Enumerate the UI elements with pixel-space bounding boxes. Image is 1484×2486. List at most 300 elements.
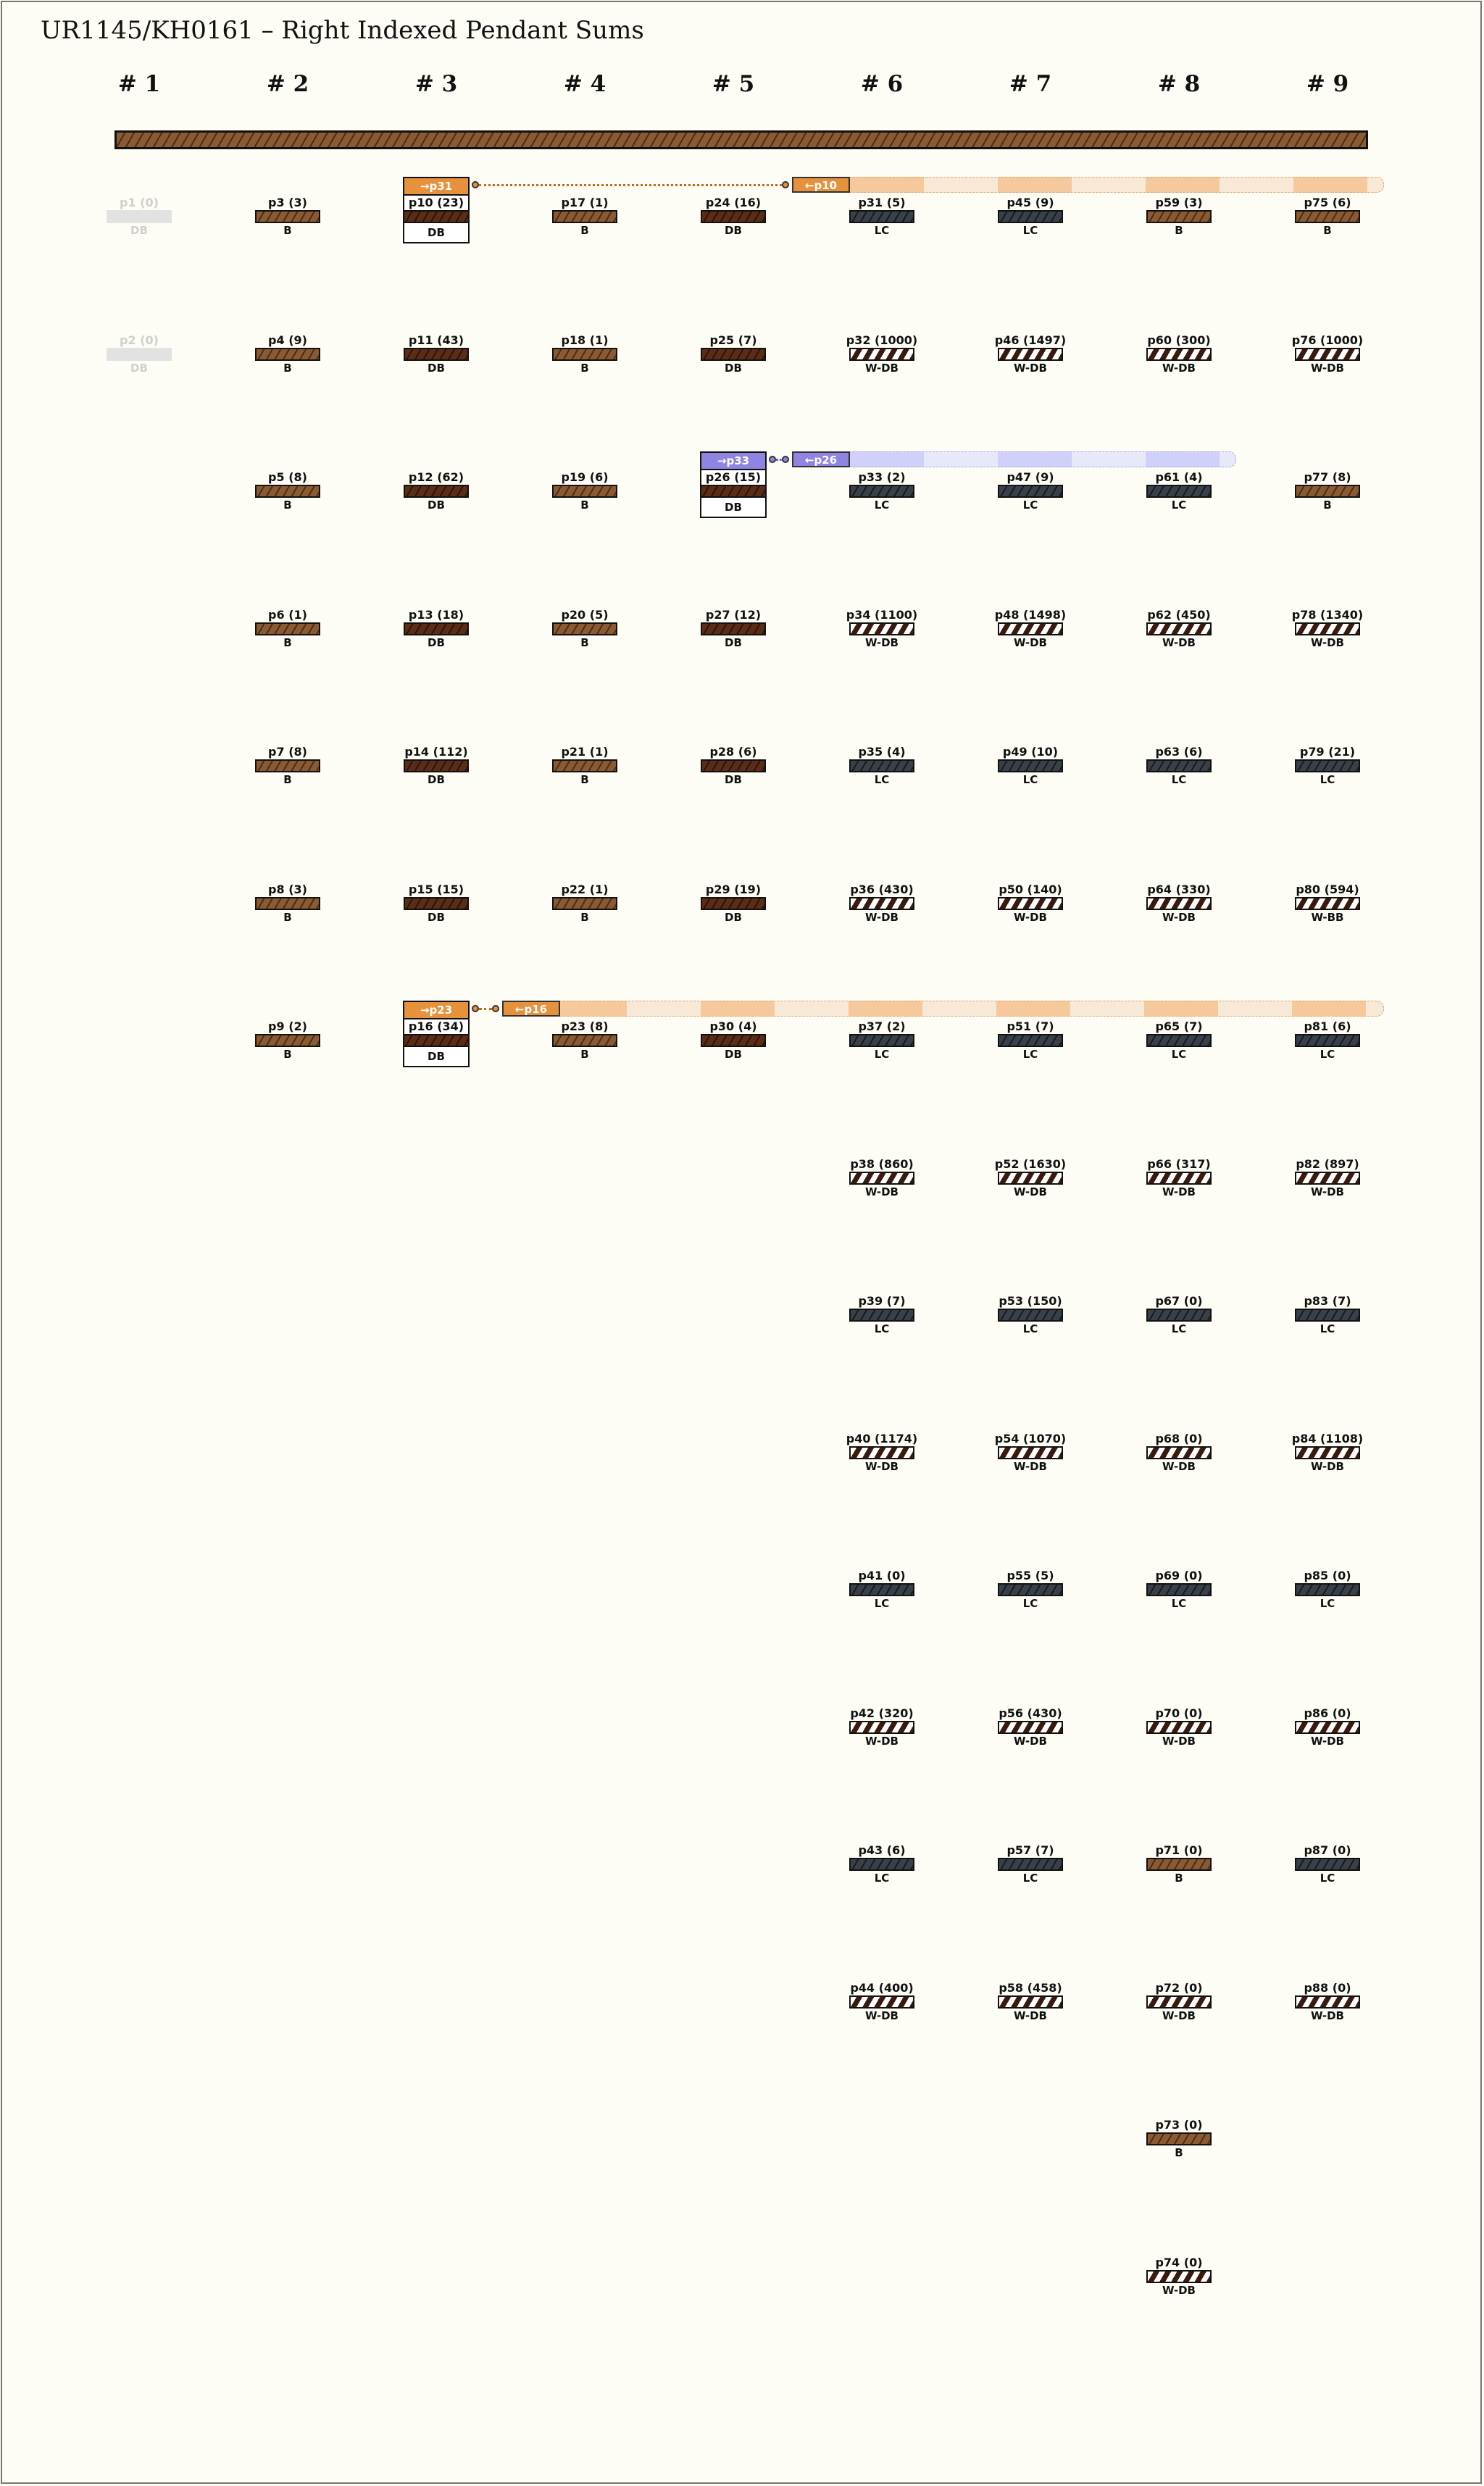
cord-type: W-DB xyxy=(1162,1185,1196,1198)
cord-type: DB xyxy=(428,910,445,924)
cord-type: B xyxy=(580,224,589,237)
cord-bar xyxy=(1295,1446,1360,1459)
cord-label: p49 (10) xyxy=(1002,745,1059,759)
cord-bar xyxy=(849,759,914,772)
pendant-cord[interactable] xyxy=(251,608,324,650)
cord-type: W-DB xyxy=(1162,910,1196,924)
link-node xyxy=(769,456,776,463)
pendant-cord[interactable] xyxy=(251,745,324,787)
pendant-cord[interactable] xyxy=(1143,883,1215,925)
cord-type: LC xyxy=(874,1597,890,1610)
cord-label: p34 (1100) xyxy=(846,607,918,622)
cord-bar xyxy=(849,210,914,223)
cord-label: p13 (18) xyxy=(408,607,464,622)
cord-label: p29 (19) xyxy=(705,882,762,896)
cord-label: p28 (6) xyxy=(709,745,757,759)
pendant-cord[interactable] xyxy=(1143,2118,1215,2160)
cord-label: p30 (4) xyxy=(709,1019,757,1033)
cord-bar xyxy=(998,1858,1063,1871)
cord-type: LC xyxy=(1171,773,1187,786)
cord-label: p27 (12) xyxy=(705,607,762,622)
pendant-cord[interactable] xyxy=(994,608,1067,650)
cord-label: p3 (3) xyxy=(268,196,307,209)
cord-type: LC xyxy=(874,224,890,237)
cord-label: p14 (112) xyxy=(404,745,468,759)
cord-type: LC xyxy=(1320,1322,1335,1335)
cord-bar xyxy=(998,897,1063,910)
cord-label: p1 (0) xyxy=(120,196,159,209)
cord-label: p9 (2) xyxy=(268,1019,307,1033)
cord-bar xyxy=(701,348,766,361)
cord-bar xyxy=(1146,2270,1212,2283)
cord-label: p6 (1) xyxy=(268,607,307,622)
cord-bar xyxy=(998,210,1063,223)
pendant-cord[interactable] xyxy=(1143,1981,1215,2023)
link-node xyxy=(782,181,789,188)
cord-label: p41 (0) xyxy=(858,1569,906,1582)
pendant-cord[interactable] xyxy=(1143,196,1215,238)
pendant-cord[interactable] xyxy=(846,1981,918,2023)
cord-bar xyxy=(998,622,1063,635)
pendant-cord[interactable] xyxy=(103,333,175,375)
cord-label: p80 (594) xyxy=(1296,882,1359,896)
cord-label: p4 (9) xyxy=(268,333,307,347)
cord-bar xyxy=(1295,897,1360,910)
cord-bar xyxy=(404,759,469,772)
cord-bar xyxy=(849,1995,914,2009)
cord-label: p42 (320) xyxy=(850,1706,914,1720)
link-source-tag: ←p26 xyxy=(792,451,850,467)
cord-type: DB xyxy=(725,635,742,649)
cord-bar xyxy=(1146,622,1212,635)
link-source-tag: ←p16 xyxy=(502,1001,560,1017)
cord-bar xyxy=(998,1309,1063,1322)
cord-label: p84 (1108) xyxy=(1291,1431,1364,1446)
cord-bar xyxy=(404,485,469,498)
link-line xyxy=(479,1008,492,1010)
pendant-cord[interactable] xyxy=(697,196,770,238)
cord-label: p79 (21) xyxy=(1299,745,1356,759)
cord-type: LC xyxy=(1320,773,1335,786)
pendant-cord[interactable] xyxy=(994,1706,1067,1748)
cord-type: W-DB xyxy=(865,910,899,924)
cord-type: B xyxy=(1323,499,1332,512)
pendant-cord[interactable] xyxy=(846,1294,918,1336)
cord-bar xyxy=(1146,1583,1212,1596)
cord-bar xyxy=(255,348,320,361)
cord-label: p76 (1000) xyxy=(1291,333,1364,347)
pendant-cord[interactable] xyxy=(403,177,470,243)
pendant-cord[interactable] xyxy=(1291,333,1364,375)
cord-bar xyxy=(998,759,1063,772)
cord-label: p48 (1498) xyxy=(994,607,1067,622)
pendant-cord[interactable] xyxy=(846,1569,918,1611)
cord-bar xyxy=(404,348,469,361)
cord-bar xyxy=(107,348,172,361)
pendant-cord[interactable] xyxy=(1291,1843,1364,1885)
cord-bar xyxy=(1295,210,1360,223)
link-source-tag: ←p10 xyxy=(792,177,850,193)
cord-label: p5 (8) xyxy=(268,470,307,484)
cord-label: p35 (4) xyxy=(858,745,906,759)
cord-type: B xyxy=(283,635,292,649)
pendant-cord[interactable] xyxy=(994,333,1067,375)
cord-label: p73 (0) xyxy=(1155,2118,1203,2132)
pendant-cord[interactable] xyxy=(846,196,918,238)
cord-type: LC xyxy=(1022,773,1038,786)
column-header: # 8 xyxy=(1157,71,1201,97)
cord-label: p56 (430) xyxy=(999,1706,1062,1720)
cord-label: p69 (0) xyxy=(1155,1569,1203,1582)
pendant-cord[interactable] xyxy=(846,745,918,787)
cord-bar xyxy=(1295,1309,1360,1322)
pendant-cord[interactable] xyxy=(700,451,767,518)
pendant-cord[interactable] xyxy=(697,883,770,925)
cord-bar xyxy=(1295,1583,1360,1596)
column-header: # 7 xyxy=(1009,71,1052,97)
pendant-cord[interactable] xyxy=(1143,470,1215,512)
cord-type: DB xyxy=(428,361,445,375)
cord-type: DB xyxy=(130,224,148,237)
cord-label: p47 (9) xyxy=(1006,470,1054,484)
cord-type: B xyxy=(580,910,589,924)
cord-type: W-DB xyxy=(1014,361,1047,375)
cord-label: p26 (15) xyxy=(705,470,762,484)
cord-bar xyxy=(998,1172,1063,1185)
pendant-cord[interactable] xyxy=(697,1019,770,1061)
pendant-cord[interactable] xyxy=(549,470,621,512)
cord-bar xyxy=(255,485,320,498)
cord-bar xyxy=(404,622,469,635)
cord-label: p74 (0) xyxy=(1155,2255,1203,2269)
cord-label: p23 (8) xyxy=(561,1019,609,1033)
cord-bar xyxy=(998,1034,1063,1047)
pendant-cord[interactable] xyxy=(400,745,472,787)
pendant-cord[interactable] xyxy=(994,1157,1067,1199)
cord-label: p8 (3) xyxy=(268,882,307,896)
cord-label: p61 (4) xyxy=(1155,470,1203,484)
cord-bar xyxy=(701,1034,766,1047)
cord-bar xyxy=(1146,348,1212,361)
cord-bar xyxy=(701,210,766,223)
cord-type: W-DB xyxy=(1311,1459,1344,1473)
cord-bar xyxy=(849,897,914,910)
cord-bar xyxy=(255,759,320,772)
pendant-cord[interactable] xyxy=(994,196,1067,238)
cord-type: W-DB xyxy=(1162,635,1196,649)
cord-bar xyxy=(1146,1034,1212,1047)
pendant-cord[interactable] xyxy=(1291,470,1364,512)
link-target-tag: →p33 xyxy=(701,453,765,470)
cord-type: DB xyxy=(725,501,742,514)
cord-label: p16 (34) xyxy=(408,1019,464,1033)
cord-label: p45 (9) xyxy=(1006,196,1054,209)
cord-label: p43 (6) xyxy=(858,1843,906,1857)
column-header: # 5 xyxy=(712,71,755,97)
cord-bar xyxy=(404,897,469,910)
cord-label: p40 (1174) xyxy=(846,1431,918,1446)
cord-type: B xyxy=(283,499,292,512)
cord-type: DB xyxy=(428,635,445,649)
cord-type: W-DB xyxy=(1311,635,1344,649)
cord-label: p50 (140) xyxy=(999,882,1062,896)
cord-type: DB xyxy=(428,773,445,786)
pendant-cord[interactable] xyxy=(549,1019,621,1061)
pendant-cord[interactable] xyxy=(400,470,472,512)
pendant-cord[interactable] xyxy=(697,333,770,375)
pendant-cord[interactable] xyxy=(251,883,324,925)
pendant-cord[interactable] xyxy=(994,1294,1067,1336)
cord-type: W-DB xyxy=(865,1734,899,1748)
pendant-cord[interactable] xyxy=(1291,1019,1364,1061)
pendant-cord[interactable] xyxy=(1291,1432,1364,1474)
pendant-cord[interactable] xyxy=(1143,1569,1215,1611)
cord-bar xyxy=(552,1034,617,1047)
pendant-cord[interactable] xyxy=(994,1019,1067,1061)
cord-bar xyxy=(849,1583,914,1596)
pendant-cord[interactable] xyxy=(846,1157,918,1199)
cord-type: DB xyxy=(130,361,148,375)
cord-label: p32 (1000) xyxy=(846,333,918,347)
cord-type: LC xyxy=(1171,499,1187,512)
link-node xyxy=(472,181,479,188)
cord-type: LC xyxy=(1022,1048,1038,1061)
cord-type: W-DB xyxy=(1014,910,1047,924)
cord-type: LC xyxy=(874,499,890,512)
cord-type: LC xyxy=(1022,224,1038,237)
cord-bar xyxy=(998,348,1063,361)
cord-label: p31 (5) xyxy=(858,196,906,209)
cord-bar xyxy=(998,485,1063,498)
pendant-cord[interactable] xyxy=(846,1432,918,1474)
cord-type: B xyxy=(283,224,292,237)
cord-label: p44 (400) xyxy=(850,1980,914,1995)
pendant-cord[interactable] xyxy=(846,1706,918,1748)
cord-type: B xyxy=(283,361,292,375)
cord-label: p2 (0) xyxy=(120,333,159,347)
cord-bar xyxy=(255,622,320,635)
cord-label: p77 (8) xyxy=(1304,470,1351,484)
cord-bar xyxy=(1295,485,1360,498)
pendant-cord[interactable] xyxy=(994,883,1067,925)
cord-bar xyxy=(1146,1172,1212,1185)
pendant-cord[interactable] xyxy=(1291,608,1364,650)
pendant-cord[interactable] xyxy=(846,470,918,512)
pendant-cord[interactable] xyxy=(1143,745,1215,787)
pendant-cord[interactable] xyxy=(1291,745,1364,787)
cord-type: DB xyxy=(428,226,445,239)
cord-bar xyxy=(1146,1309,1212,1322)
cord-type: W-DB xyxy=(1162,2283,1196,2297)
pendant-cord[interactable] xyxy=(1143,1843,1215,1885)
pendant-cord[interactable] xyxy=(994,1981,1067,2023)
cord-type: LC xyxy=(1171,1597,1187,1610)
cord-bar xyxy=(552,348,617,361)
cord-type: W-DB xyxy=(1162,1459,1196,1473)
cord-label: p71 (0) xyxy=(1155,1843,1203,1857)
link-line xyxy=(479,184,782,186)
pendant-cord[interactable] xyxy=(1143,1019,1215,1061)
cord-type: DB xyxy=(725,224,742,237)
cord-label: p88 (0) xyxy=(1304,1980,1351,1995)
pendant-cord[interactable] xyxy=(1143,1706,1215,1748)
cord-label: p70 (0) xyxy=(1155,1706,1203,1720)
cord-label: p68 (0) xyxy=(1155,1431,1203,1446)
pendant-cord[interactable] xyxy=(1143,1294,1215,1336)
cord-label: p10 (23) xyxy=(408,196,464,209)
link-band xyxy=(552,1001,1384,1017)
cord-bar xyxy=(701,759,766,772)
cord-bar xyxy=(552,622,617,635)
pendant-cord[interactable] xyxy=(251,196,324,238)
pendant-cord[interactable] xyxy=(549,745,621,787)
cord-label: p38 (860) xyxy=(850,1156,914,1171)
column-header: # 3 xyxy=(414,71,458,97)
column-header: # 4 xyxy=(563,71,606,97)
cord-bar xyxy=(1146,485,1212,498)
pendant-cord[interactable] xyxy=(1291,196,1364,238)
pendant-cord[interactable] xyxy=(1143,2256,1215,2298)
cord-type: W-DB xyxy=(865,361,899,375)
cord-type: DB xyxy=(428,1050,445,1063)
pendant-cord[interactable] xyxy=(846,1019,918,1061)
cord-bar xyxy=(1295,759,1360,772)
cord-bar xyxy=(404,1034,468,1047)
cord-type: W-DB xyxy=(1014,1185,1047,1198)
pendant-cord[interactable] xyxy=(1291,1706,1364,1748)
pendant-cord[interactable] xyxy=(400,333,472,375)
cord-bar xyxy=(998,1446,1063,1459)
cord-label: p62 (450) xyxy=(1147,607,1211,622)
cord-label: p15 (15) xyxy=(408,882,464,896)
cord-bar xyxy=(255,1034,320,1047)
cord-bar xyxy=(1146,1995,1212,2009)
pendant-cord[interactable] xyxy=(251,1019,324,1061)
cord-label: p86 (0) xyxy=(1304,1706,1351,1720)
pendant-cord[interactable] xyxy=(1291,1569,1364,1611)
pendant-cord[interactable] xyxy=(1143,608,1215,650)
pendant-cord[interactable] xyxy=(697,745,770,787)
pendant-cord[interactable] xyxy=(400,608,472,650)
cord-label: p65 (7) xyxy=(1155,1019,1203,1033)
cord-type: LC xyxy=(1022,1597,1038,1610)
cord-type: W-DB xyxy=(1014,635,1047,649)
pendant-cord[interactable] xyxy=(697,608,770,650)
pendant-cord[interactable] xyxy=(994,1843,1067,1885)
cord-label: p67 (0) xyxy=(1155,1294,1203,1308)
cord-bar xyxy=(849,485,914,498)
cord-label: p53 (150) xyxy=(999,1294,1062,1308)
cord-type: DB xyxy=(428,499,445,512)
cord-label: p59 (3) xyxy=(1155,196,1203,209)
pendant-cord[interactable] xyxy=(549,333,621,375)
pendant-cord[interactable] xyxy=(400,883,472,925)
cord-type: W-DB xyxy=(865,1185,899,1198)
pendant-cord[interactable] xyxy=(549,196,621,238)
pendant-cord[interactable] xyxy=(1291,1157,1364,1199)
cord-type: DB xyxy=(725,910,742,924)
cord-type: B xyxy=(580,635,589,649)
cord-type: B xyxy=(1175,1872,1183,1885)
cord-type: LC xyxy=(874,1872,890,1885)
cord-type: LC xyxy=(874,1322,890,1335)
pendant-cord[interactable] xyxy=(846,333,918,375)
link-target-tag: →p31 xyxy=(404,178,468,196)
column-header: # 9 xyxy=(1306,71,1349,97)
cord-bar xyxy=(849,1721,914,1734)
pendant-cord[interactable] xyxy=(251,333,324,375)
cord-type: W-DB xyxy=(1014,2009,1047,2022)
link-node xyxy=(472,1005,479,1012)
cord-bar xyxy=(1295,1034,1360,1047)
cord-type: W-DB xyxy=(1311,1734,1344,1748)
cord-label: p75 (6) xyxy=(1304,196,1351,209)
pendant-cord[interactable] xyxy=(1291,883,1364,925)
cord-label: p25 (7) xyxy=(709,333,757,347)
link-target-tag: →p23 xyxy=(404,1002,468,1019)
cord-label: p7 (8) xyxy=(268,745,307,759)
cord-type: LC xyxy=(1320,1048,1335,1061)
cord-label: p24 (16) xyxy=(705,196,762,209)
cord-bar xyxy=(1146,1858,1212,1871)
cord-bar xyxy=(107,210,172,223)
cord-type: W-DB xyxy=(1162,2009,1196,2022)
link-line xyxy=(776,459,782,461)
pendant-cord[interactable] xyxy=(1143,1157,1215,1199)
pendant-cord[interactable] xyxy=(994,745,1067,787)
pendant-cord[interactable] xyxy=(846,608,918,650)
link-node xyxy=(782,456,789,463)
pendant-cord[interactable] xyxy=(103,196,175,238)
cord-type: W-DB xyxy=(1311,1185,1344,1198)
cord-type: W-DB xyxy=(865,1459,899,1473)
cord-bar xyxy=(1295,622,1360,635)
cord-bar xyxy=(1146,1721,1212,1734)
pendant-cord[interactable] xyxy=(846,1843,918,1885)
cord-bar xyxy=(1146,759,1212,772)
pendant-cord[interactable] xyxy=(994,1432,1067,1474)
pendant-cord[interactable] xyxy=(846,883,918,925)
pendant-cord[interactable] xyxy=(549,608,621,650)
cord-type: LC xyxy=(1171,1322,1187,1335)
cord-label: p37 (2) xyxy=(858,1019,906,1033)
link-band xyxy=(849,177,1384,193)
cord-bar xyxy=(849,1034,914,1047)
cord-bar xyxy=(1295,1858,1360,1871)
cord-bar xyxy=(998,1721,1063,1734)
pendant-cord[interactable] xyxy=(1143,333,1215,375)
cord-bar xyxy=(701,897,766,910)
pendant-cord[interactable] xyxy=(1291,1981,1364,2023)
link-node xyxy=(492,1005,499,1012)
cord-type: W-DB xyxy=(1311,2009,1344,2022)
pendant-cord[interactable] xyxy=(403,1001,470,1067)
cord-bar xyxy=(849,348,914,361)
cord-bar xyxy=(552,759,617,772)
cord-bar xyxy=(998,1995,1063,2009)
cord-label: p22 (1) xyxy=(561,882,609,896)
pendant-cord[interactable] xyxy=(1143,1432,1215,1474)
pendant-cord[interactable] xyxy=(994,1569,1067,1611)
pendant-cord[interactable] xyxy=(251,470,324,512)
pendant-cord[interactable] xyxy=(994,470,1067,512)
cord-label: p12 (62) xyxy=(408,470,464,484)
cord-label: p52 (1630) xyxy=(994,1156,1067,1171)
pendant-cord[interactable] xyxy=(1291,1294,1364,1336)
cord-type: DB xyxy=(725,361,742,375)
cord-label: p64 (330) xyxy=(1147,882,1211,896)
pendant-cord[interactable] xyxy=(549,883,621,925)
